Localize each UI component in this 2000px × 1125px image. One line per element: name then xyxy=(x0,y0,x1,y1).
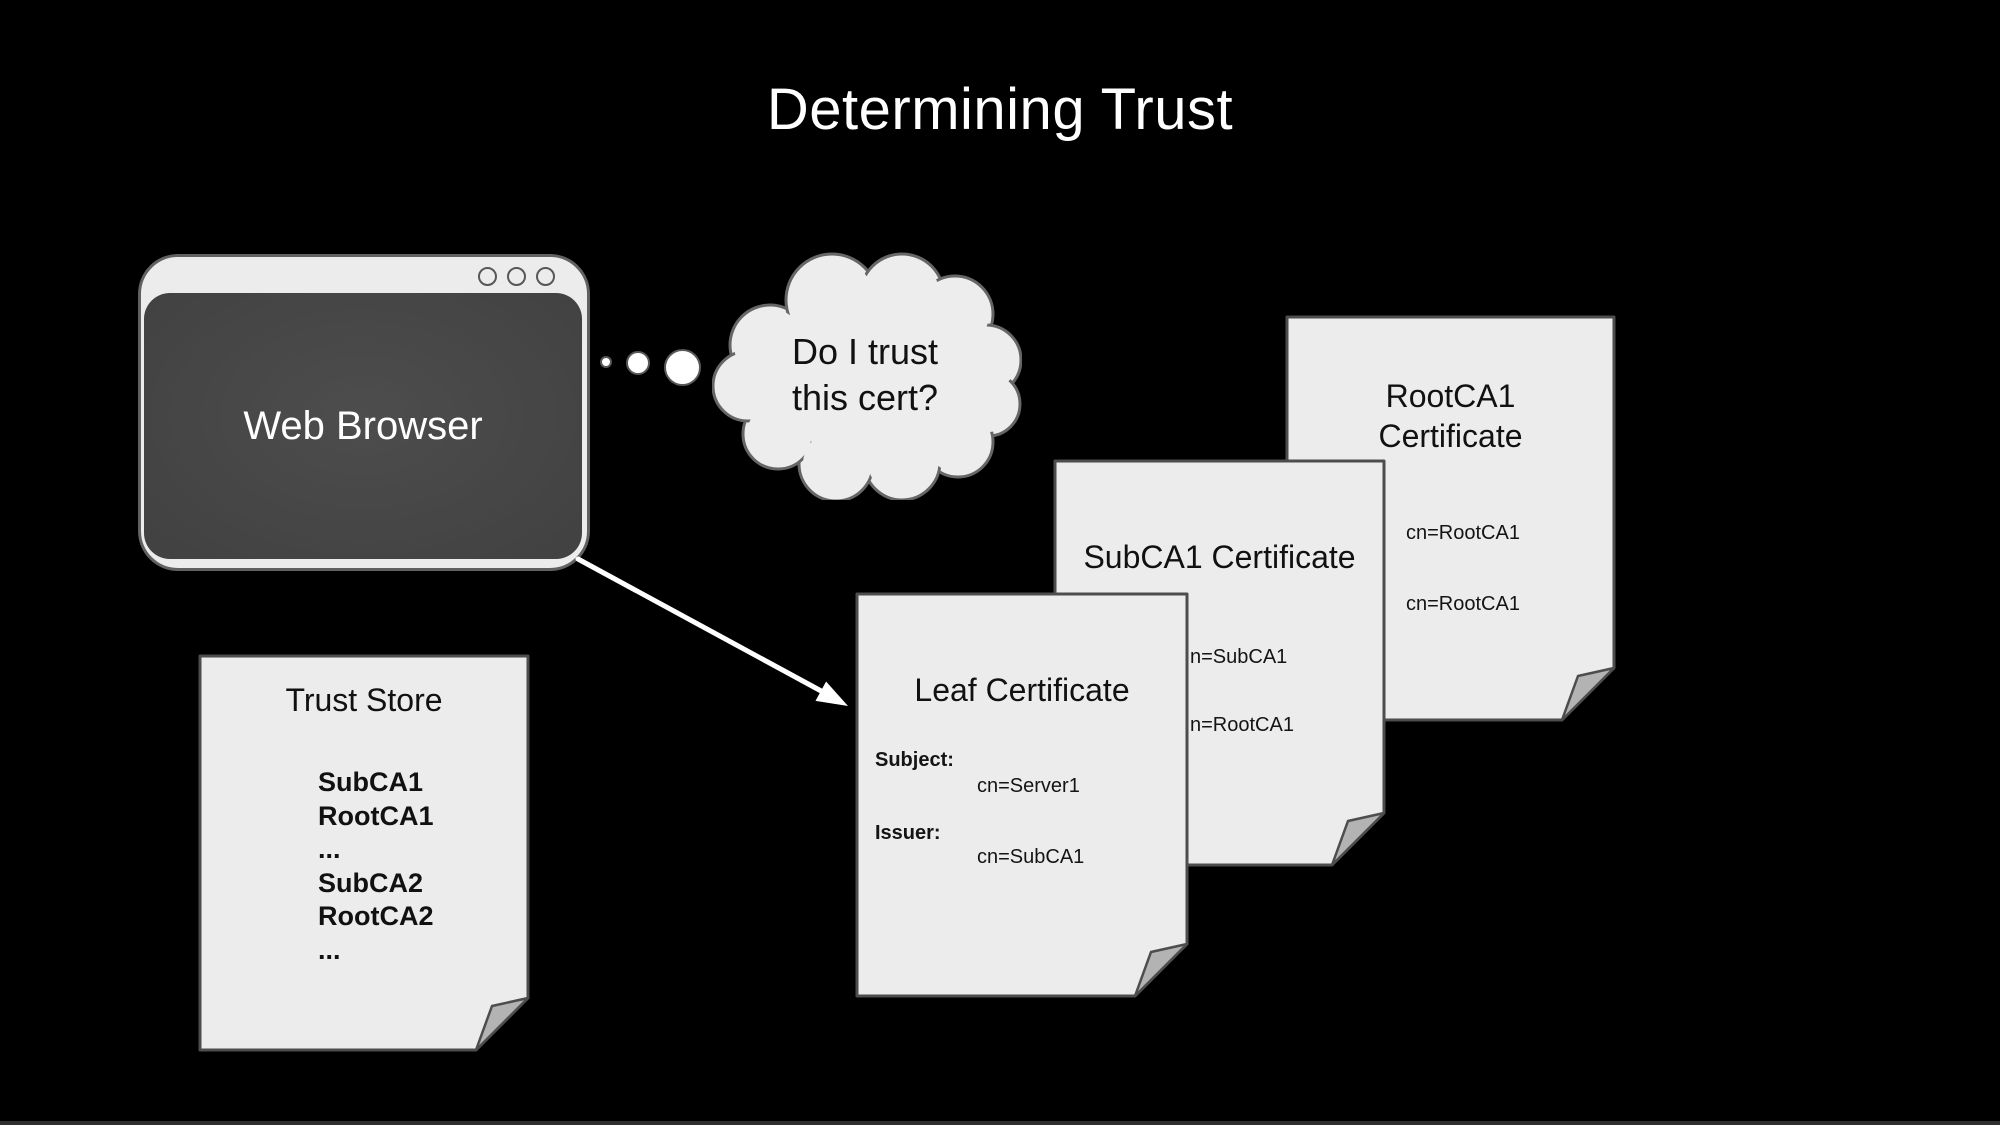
thought-dot xyxy=(600,356,612,368)
window-control-icon xyxy=(536,267,555,286)
trust-store-title: Trust Store xyxy=(285,682,443,718)
thought-line-2: this cert? xyxy=(791,377,939,418)
trust-store-item: RootCA2 xyxy=(318,901,434,931)
leaf-issuer-label: Issuer: xyxy=(875,822,941,844)
trust-store-item: ... xyxy=(318,934,341,965)
trust-store-item: SubCA2 xyxy=(318,867,424,898)
trust-store-item: ... xyxy=(318,834,341,864)
window-control-icon xyxy=(478,267,497,286)
leaf-subject-cn: cn=Server1 xyxy=(977,775,1080,797)
thought-line-1: Do I trust xyxy=(791,331,939,372)
rootca1-title: RootCA1 Certificate xyxy=(1378,378,1523,454)
bottom-edge-divider xyxy=(0,1121,2000,1125)
trust-store xyxy=(198,654,530,1052)
thought-dot xyxy=(626,351,650,375)
trust-store-list xyxy=(318,766,434,967)
subca1-subject-cn: n=SubCA1 xyxy=(1190,646,1288,668)
trust-store-item: SubCA1 xyxy=(318,767,424,797)
leaf-title: Leaf Certificate xyxy=(914,672,1130,708)
subca1-title: SubCA1 Certificate xyxy=(1083,539,1356,575)
rootca1-issuer-cn: cn=RootCA1 xyxy=(1406,593,1520,615)
page-title: Determining Trust xyxy=(766,77,1234,142)
leaf-subject-label: Subject: xyxy=(875,749,954,771)
window-control-icon xyxy=(507,267,526,286)
thought-dot xyxy=(664,349,701,386)
trust-store-item: RootCA1 xyxy=(318,800,434,831)
leaf-issuer-cn: cn=SubCA1 xyxy=(977,846,1085,868)
browser-screen xyxy=(144,293,582,559)
browser-label: Web Browser xyxy=(243,403,483,448)
leaf-certificate xyxy=(855,592,1189,998)
subca1-issuer-cn: n=RootCA1 xyxy=(1190,714,1294,736)
rootca1-subject-cn: cn=RootCA1 xyxy=(1406,522,1520,544)
thought-bubble-text xyxy=(715,329,1015,421)
